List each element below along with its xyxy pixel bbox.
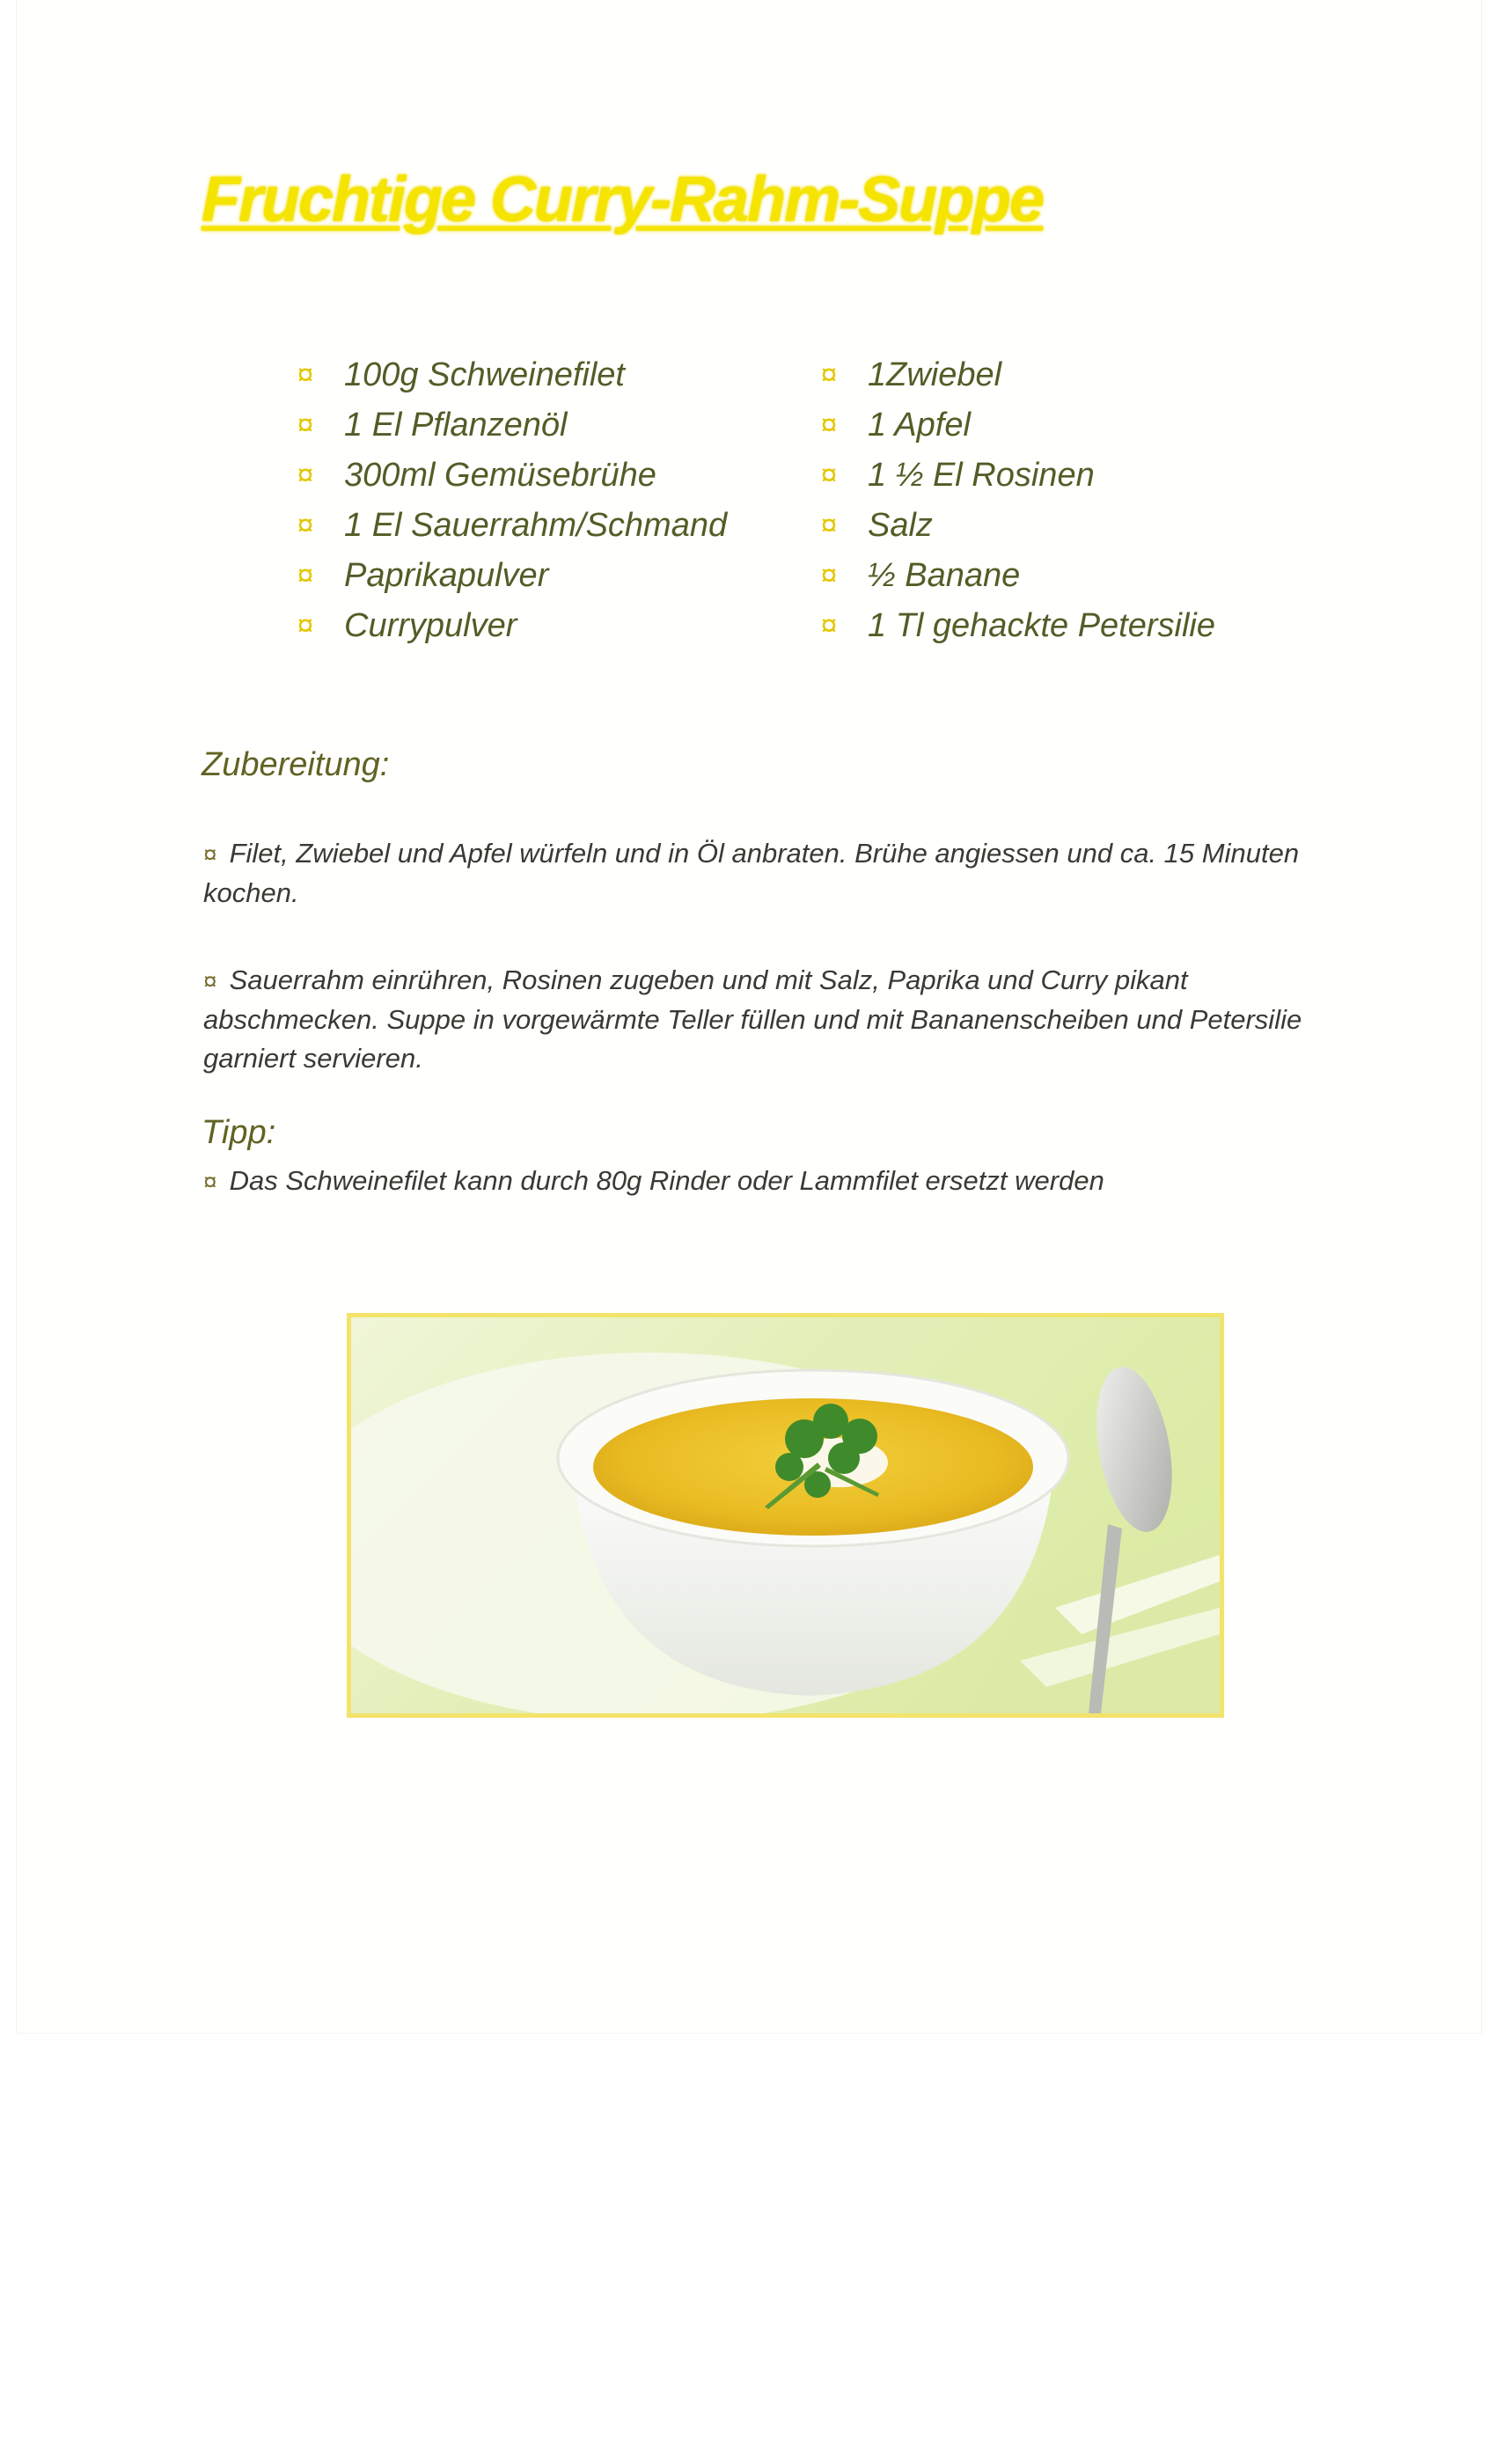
- bullet-icon: ¤: [297, 408, 314, 442]
- tip-heading: Tipp:: [202, 1114, 276, 1151]
- bullet-icon: ¤: [297, 609, 314, 642]
- bullet-icon: ¤: [820, 559, 838, 592]
- tip-text-line: [203, 1162, 1312, 1201]
- step-text: Filet, Zwiebel und Apfel würfeln und in Öl anbraten. Brühe angiessen und ca. 15 Minuten kochen.: [203, 838, 1300, 908]
- preparation-heading: Zubereitung:: [202, 746, 390, 783]
- ingredient-list-left: [290, 350, 727, 651]
- ingredient-text: 100g Schweinefilet: [344, 356, 625, 393]
- ingredient-item: [290, 501, 727, 551]
- ingredient-list-right: [813, 350, 1215, 651]
- ingredient-text: 1 Apfel: [868, 407, 971, 444]
- recipe-title: Fruchtige Curry-Rahm-Suppe: [202, 165, 1044, 235]
- ingredient-item: [813, 400, 1215, 451]
- bullet-icon: ¤: [297, 509, 314, 542]
- soup-illustration: [351, 1317, 1220, 1713]
- ingredient-text: 1Zwiebel: [868, 356, 1002, 393]
- preparation-step: [203, 834, 1312, 913]
- ingredient-text: 1 ½ El Rosinen: [868, 457, 1095, 494]
- ingredient-text: 1 El Sauerrahm/Schmand: [344, 507, 728, 544]
- ingredient-item: [813, 501, 1215, 551]
- tip-text: Das Schweinefilet kann durch 80g Rinder oder Lammfilet ersetzt werden: [229, 1165, 1104, 1196]
- ingredient-item: [813, 451, 1215, 501]
- bullet-icon: ¤: [297, 458, 314, 492]
- ingredient-item: [813, 551, 1215, 601]
- ingredient-text: ½ Banane: [868, 557, 1021, 594]
- preparation-step: [203, 961, 1312, 1078]
- bullet-icon: ¤: [297, 358, 314, 392]
- step-text: Sauerrahm einrühren, Rosinen zugeben und mit Salz, Paprika und Curry pikant abschmecken. Suppe in vorgewärmte Teller füllen und mit Bananenscheiben und Petersilie garniert servieren.: [203, 964, 1302, 1074]
- bullet-icon: ¤: [297, 559, 314, 592]
- ingredient-text: 300ml Gemüsebrühe: [344, 457, 656, 494]
- spoon-head: [1085, 1360, 1184, 1537]
- bullet-icon: ¤: [820, 458, 838, 492]
- bullet-icon: ¤: [820, 609, 838, 642]
- ingredient-item: [290, 400, 727, 451]
- ingredient-text: Salz: [868, 507, 933, 544]
- ingredient-item: [290, 350, 727, 400]
- ingredient-item: [290, 551, 727, 601]
- bullet-icon: ¤: [203, 1168, 217, 1195]
- bullet-icon: ¤: [820, 358, 838, 392]
- ingredient-text: 1 Tl gehackte Petersilie: [868, 607, 1215, 644]
- ingredient-item: [290, 451, 727, 501]
- bullet-icon: ¤: [203, 967, 217, 994]
- recipe-page: [16, 0, 1482, 2034]
- soup-photo: [347, 1313, 1224, 1718]
- ingredient-text: 1 El Pflanzenöl: [344, 407, 568, 444]
- ingredient-text: Currypulver: [344, 607, 517, 644]
- bullet-icon: ¤: [820, 408, 838, 442]
- ingredient-item: [290, 601, 727, 651]
- bullet-icon: ¤: [203, 840, 217, 868]
- ingredient-item: [813, 350, 1215, 400]
- bullet-icon: ¤: [820, 509, 838, 542]
- ingredient-text: Paprikapulver: [344, 557, 549, 594]
- ingredient-item: [813, 601, 1215, 651]
